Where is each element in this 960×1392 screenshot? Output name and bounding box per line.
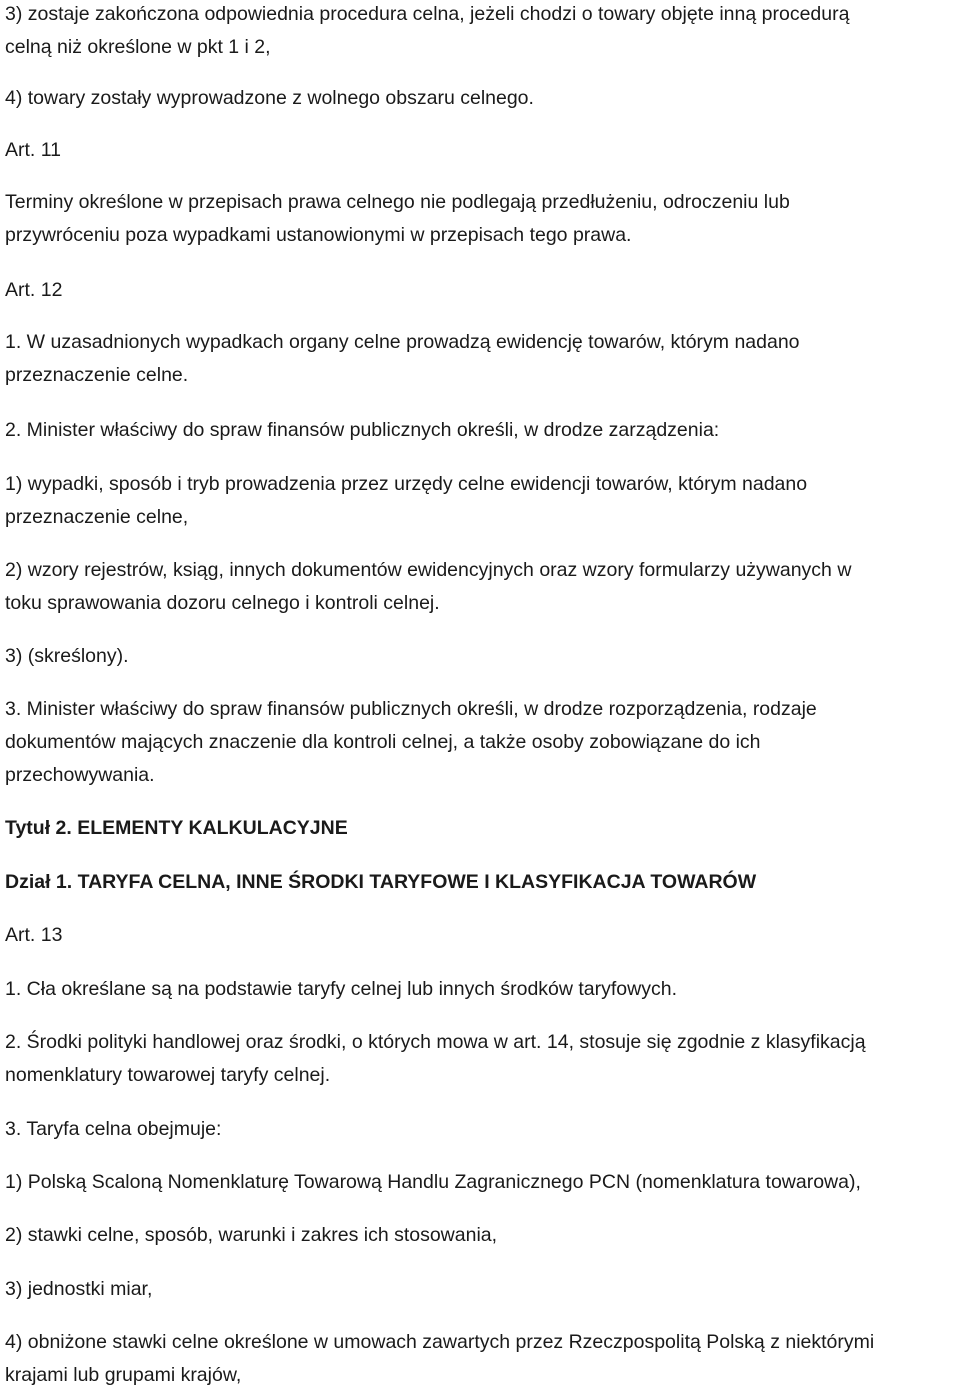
paragraph-16 (5, 1026, 866, 1092)
text-line: przechowywania. (5, 764, 155, 786)
text-line: 2. Minister właściwy do spraw finansów publicznych określi, w drodze zarządzenia: (5, 419, 720, 441)
text-line: 4) towary zostały wyprowadzone z wolnego obszaru celnego. (5, 87, 534, 109)
text-line: 2) wzory rejestrów, ksiąg, innych dokumentów ewidencyjnych oraz wzory formularzy używanych w (5, 559, 852, 581)
text-line: 1) wypadki, sposób i tryb prowadzenia przez urzędy celne ewidencji towarów, którym nadano (5, 473, 808, 495)
text-line: krajami lub grupami krajów, (5, 1364, 242, 1386)
text-line: 4) obniżone stawki celne określone w umowach zawartych przez Rzeczpospolitą Polską z niektórymi (5, 1331, 875, 1353)
text-line: 3) jednostki miar, (5, 1278, 153, 1300)
text-line: przywróceniu poza wypadkami ustanowionymi w przepisach tego prawa. (5, 224, 632, 246)
text-line: 3. Taryfa celna obejmuje: (5, 1118, 222, 1140)
text-line: 1. Cła określane są na podstawie taryfy celnej lub innych środków taryfowych. (5, 978, 677, 1000)
text-line: 3. Minister właściwy do spraw finansów publicznych określi, w drodze rozporządzenia, rodzaje (5, 698, 817, 720)
paragraph-21 (5, 1326, 874, 1392)
text-line: przeznaczenie celne, (5, 506, 189, 528)
paragraph-9 (5, 554, 851, 620)
text-line: toku sprawowania dozoru celnego i kontroli celnej. (5, 592, 440, 614)
text-line: 2) stawki celne, sposób, warunki i zakres ich stosowania, (5, 1224, 498, 1246)
article-heading-12 (5, 274, 62, 307)
text-line: nomenklatury towarowej taryfy celnej. (5, 1064, 331, 1086)
paragraph-1 (5, 0, 849, 64)
text-line: 3) (skreślony). (5, 645, 129, 667)
text-line: Art. 13 (5, 924, 63, 946)
paragraph-2 (5, 82, 534, 115)
text-line: dokumentów mających znaczenie dla kontroli celnej, a także osoby zobowiązane do ich (5, 731, 761, 753)
article-heading-11 (5, 134, 61, 167)
article-heading-13 (5, 919, 62, 952)
paragraph-7 (5, 414, 719, 447)
text-line: przeznaczenie celne. (5, 364, 189, 386)
paragraph-4 (5, 186, 790, 252)
paragraph-19 (5, 1219, 497, 1252)
text-line: 1. W uzasadnionych wypadkach organy celne prowadzą ewidencję towarów, którym nadano (5, 331, 800, 353)
paragraph-15 (5, 973, 677, 1006)
paragraph-20 (5, 1273, 152, 1306)
text-line: Art. 12 (5, 279, 63, 301)
section-heading (5, 866, 756, 899)
text-line: 1) Polską Scaloną Nomenklaturę Towarową Handlu Zagranicznego PCN (nomenklatura towarowa), (5, 1171, 861, 1193)
paragraph-18 (5, 1166, 861, 1199)
text-line: Tytuł 2. ELEMENTY KALKULACYJNE (5, 817, 348, 839)
text-line: Terminy określone w przepisach prawa celnego nie podlegają przedłużeniu, odroczeniu lub (5, 191, 790, 213)
title-heading (5, 812, 348, 845)
text-line: Dział 1. TARYFA CELNA, INNE ŚRODKI TARYFOWE I KLASYFIKACJA TOWARÓW (5, 871, 757, 893)
paragraph-10 (5, 640, 129, 673)
paragraph-11 (5, 693, 817, 792)
paragraph-6 (5, 326, 800, 392)
text-line: 3) zostaje zakończona odpowiednia procedura celna, jeżeli chodzi o towary objęte inną procedurą (5, 3, 850, 25)
text-line: celną niż określone w pkt 1 i 2, (5, 36, 271, 58)
paragraph-8 (5, 468, 807, 534)
paragraph-17 (5, 1113, 221, 1146)
text-line: 2. Środki polityki handlowej oraz środki, o których mowa w art. 14, stosuje się zgodnie z klasyfikacją (5, 1031, 866, 1053)
text-line: Art. 11 (5, 139, 61, 161)
